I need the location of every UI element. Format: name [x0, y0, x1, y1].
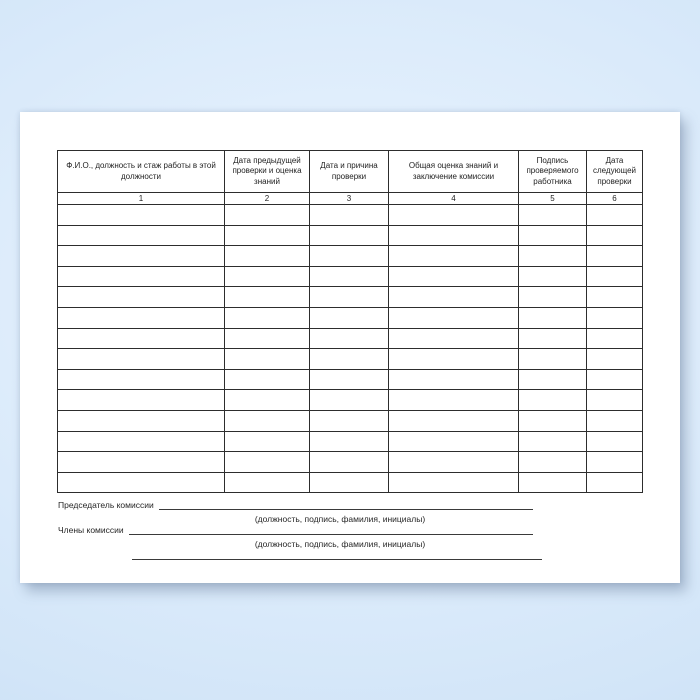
- empty-cell: [389, 246, 519, 267]
- empty-cell: [389, 307, 519, 328]
- empty-cell: [225, 452, 310, 473]
- empty-cell: [389, 266, 519, 287]
- empty-cell: [519, 205, 587, 226]
- table-row: [58, 266, 643, 287]
- empty-cell: [389, 390, 519, 411]
- empty-cell: [519, 410, 587, 431]
- table-row: [58, 472, 643, 493]
- empty-cell: [389, 328, 519, 349]
- column-number: 5: [519, 193, 587, 205]
- empty-cell: [58, 390, 225, 411]
- table-row: [58, 410, 643, 431]
- empty-cell: [519, 472, 587, 493]
- empty-cell: [58, 307, 225, 328]
- table-row: [58, 246, 643, 267]
- empty-cell: [225, 246, 310, 267]
- column-header-next-check: Дата следующей проверки: [587, 151, 643, 193]
- column-number: 6: [587, 193, 643, 205]
- empty-cell: [389, 452, 519, 473]
- empty-cell: [58, 246, 225, 267]
- empty-cell: [389, 369, 519, 390]
- empty-cell: [587, 246, 643, 267]
- empty-cell: [389, 410, 519, 431]
- empty-cell: [225, 328, 310, 349]
- table-row: [58, 205, 643, 226]
- table-row: [58, 307, 643, 328]
- empty-cell: [58, 369, 225, 390]
- empty-cell: [587, 225, 643, 246]
- empty-cell: [310, 246, 389, 267]
- members-label: Члены комиссии: [58, 525, 124, 535]
- column-number: 3: [310, 193, 389, 205]
- empty-cell: [310, 390, 389, 411]
- empty-cell: [58, 349, 225, 370]
- empty-cell: [389, 349, 519, 370]
- empty-cell: [519, 266, 587, 287]
- empty-cell: [587, 307, 643, 328]
- empty-cell: [519, 225, 587, 246]
- empty-cell: [519, 307, 587, 328]
- empty-cell: [58, 225, 225, 246]
- empty-cell: [310, 205, 389, 226]
- empty-cell: [519, 246, 587, 267]
- empty-cell: [519, 328, 587, 349]
- empty-cell: [587, 431, 643, 452]
- chairman-label: Председатель комиссии: [58, 500, 154, 510]
- empty-cell: [225, 410, 310, 431]
- empty-cell: [587, 205, 643, 226]
- empty-cell: [225, 225, 310, 246]
- empty-cell: [225, 266, 310, 287]
- empty-cell: [587, 266, 643, 287]
- empty-cell: [310, 266, 389, 287]
- empty-cell: [519, 349, 587, 370]
- empty-cell: [389, 472, 519, 493]
- empty-cell: [587, 369, 643, 390]
- column-number: 4: [389, 193, 519, 205]
- empty-cell: [389, 225, 519, 246]
- empty-cell: [519, 431, 587, 452]
- members-signature-row: [58, 524, 533, 535]
- column-header-date-reason: Дата и причина проверки: [310, 151, 389, 193]
- table-row: [58, 225, 643, 246]
- empty-cell: [225, 369, 310, 390]
- empty-cell: [310, 287, 389, 308]
- table-row: [58, 287, 643, 308]
- empty-cell: [587, 472, 643, 493]
- empty-cell: [519, 390, 587, 411]
- empty-cell: [310, 369, 389, 390]
- empty-cell: [310, 307, 389, 328]
- empty-cell: [58, 205, 225, 226]
- empty-cell: [225, 472, 310, 493]
- empty-cell: [58, 266, 225, 287]
- empty-cell: [587, 287, 643, 308]
- table-row: [58, 390, 643, 411]
- empty-cell: [587, 328, 643, 349]
- verification-journal-table: [57, 150, 643, 493]
- chairman-signature-row: [58, 499, 533, 510]
- members-signature-line: [129, 524, 533, 535]
- table-row: [58, 452, 643, 473]
- column-header-signature: Подпись проверяемого работника: [519, 151, 587, 193]
- table-row: [58, 349, 643, 370]
- empty-cell: [225, 205, 310, 226]
- empty-cell: [310, 410, 389, 431]
- empty-cell: [519, 369, 587, 390]
- extra-members-signature-line: [132, 549, 542, 560]
- table-header-row: [58, 151, 643, 193]
- empty-cell: [225, 390, 310, 411]
- column-number-row: [58, 193, 643, 205]
- table-body: [58, 205, 643, 493]
- document-page: [20, 112, 680, 583]
- column-header-overall-assessment: Общая оценка знаний и заключение комиссии: [389, 151, 519, 193]
- empty-cell: [310, 225, 389, 246]
- empty-cell: [310, 328, 389, 349]
- empty-cell: [389, 287, 519, 308]
- signature-caption: (должность, подпись, фамилия, инициалы): [254, 514, 426, 524]
- empty-cell: [58, 472, 225, 493]
- column-header-fio: Ф.И.О., должность и стаж работы в этой должности: [58, 151, 225, 193]
- chairman-signature-line: [159, 499, 533, 510]
- empty-cell: [587, 390, 643, 411]
- empty-cell: [58, 452, 225, 473]
- empty-cell: [310, 472, 389, 493]
- empty-cell: [58, 287, 225, 308]
- empty-cell: [389, 431, 519, 452]
- empty-cell: [587, 452, 643, 473]
- empty-cell: [225, 307, 310, 328]
- empty-cell: [225, 349, 310, 370]
- empty-cell: [58, 328, 225, 349]
- empty-cell: [310, 349, 389, 370]
- table-row: [58, 369, 643, 390]
- column-number: 2: [225, 193, 310, 205]
- column-header-prev-check: Дата предыдущей проверки и оценка знаний: [225, 151, 310, 193]
- empty-cell: [58, 410, 225, 431]
- empty-cell: [58, 431, 225, 452]
- empty-cell: [225, 431, 310, 452]
- column-number: 1: [58, 193, 225, 205]
- empty-cell: [519, 452, 587, 473]
- table-row: [58, 328, 643, 349]
- table-row: [58, 431, 643, 452]
- empty-cell: [310, 452, 389, 473]
- empty-cell: [587, 410, 643, 431]
- empty-cell: [519, 287, 587, 308]
- empty-cell: [310, 431, 389, 452]
- empty-cell: [225, 287, 310, 308]
- empty-cell: [587, 349, 643, 370]
- empty-cell: [389, 205, 519, 226]
- signature-caption: (должность, подпись, фамилия, инициалы): [254, 539, 426, 549]
